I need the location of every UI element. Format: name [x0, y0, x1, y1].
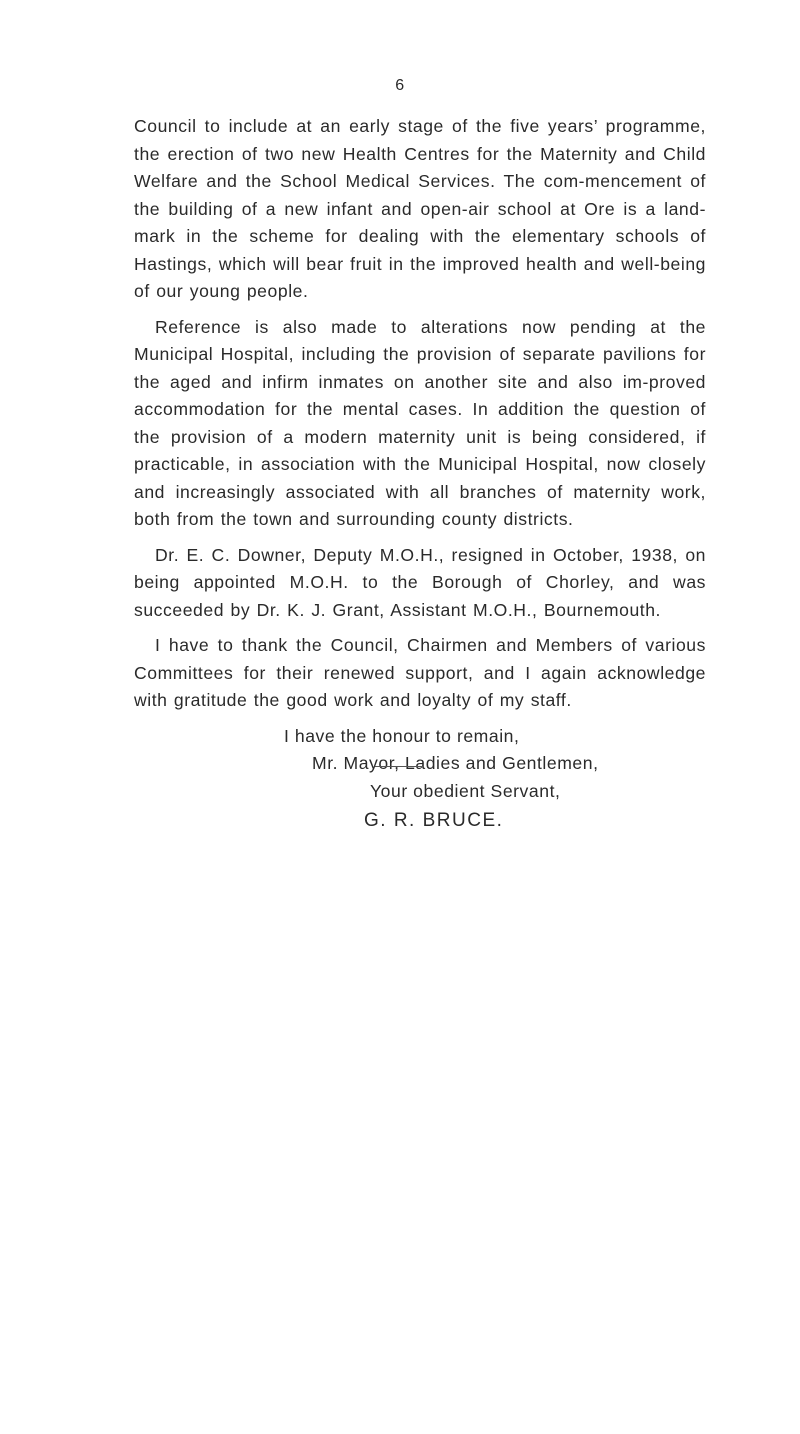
signature: G. R. BRUCE. [364, 810, 504, 831]
report-body [134, 113, 706, 835]
paragraph-staff-changes: Dr. E. C. Downer, Deputy M.O.H., resigned in October, 1938, on being appointed M.O.H. to the Borough of Chorley, and was succeeded by Dr. K. J. Grant, Assistant M.O.H., Bournemouth. [134, 544, 706, 620]
closing-honour-line: I have the honour to remain, [284, 725, 520, 746]
paragraph-municipal-hospital: Reference is also made to alterations now pending at the Municipal Hospital, including the provision of separate pavilions for the aged and infirm inmates on another site and also im-proved accommodation for the mental cases. In addition the question of the provision of a modern maternity unit is being considered, if practicable, in association with the Municipal Hospital, now closely and increasingly associated with all branches of maternity work, both from the town and surrounding county districts. [134, 316, 706, 529]
closing-salutation-line: Mr. Mayor, Ladies and Gentlemen, [312, 753, 599, 773]
end-divider [375, 766, 424, 767]
paragraph-health-centres: Council to include at an early stage of the five years’ programme, the erection of two new Health Centres for the Maternity and Child Welfare and the School Medical Services. The com-mencement of the building of a new infant and open-air school at Ore is a land-mark in the scheme for dealing with the elementary schools of Hastings, which will bear fruit in the improved health and well-being of our young people. [134, 116, 706, 301]
closing-block [134, 723, 706, 835]
page-number: 6 [395, 77, 405, 94]
closing-servant-line: Your obedient Servant, [370, 780, 561, 801]
paragraph-acknowledgement: I have to thank the Council, Chairmen and Members of various Committees for their renewed support, and I again acknowledge with gratitude the good work and loyalty of my staff. [134, 635, 706, 710]
